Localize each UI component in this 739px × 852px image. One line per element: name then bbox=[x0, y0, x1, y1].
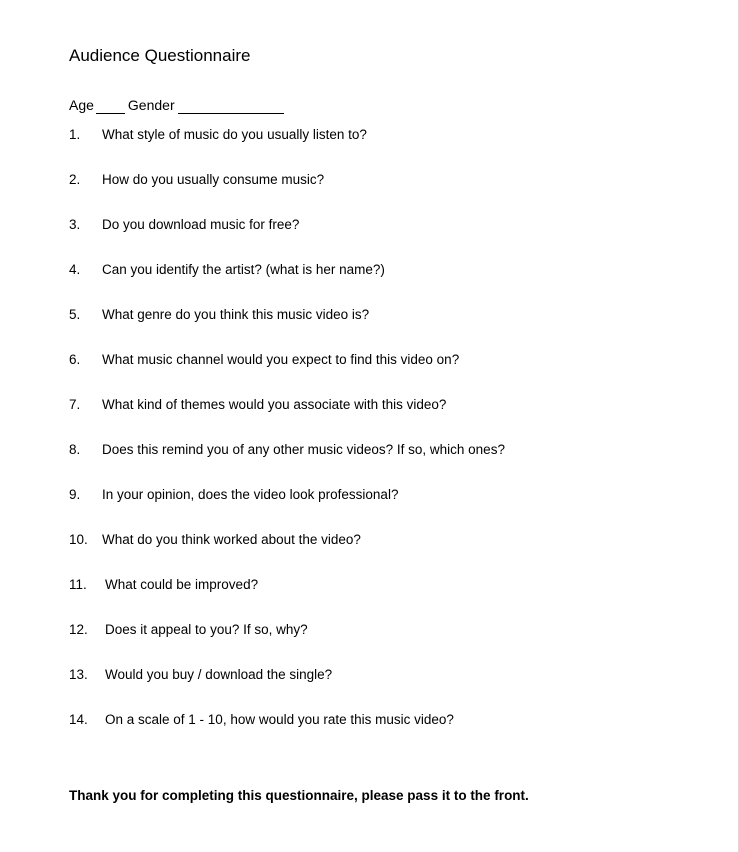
question-item bbox=[69, 216, 299, 234]
question-number: 8. bbox=[69, 442, 81, 457]
question-text: What genre do you think this music video is? bbox=[102, 307, 370, 322]
question-text: What do you think worked about the video? bbox=[102, 532, 361, 547]
question-text: In your opinion, does the video look professional? bbox=[102, 487, 399, 502]
question-text: Does this remind you of any other music videos? If so, which ones? bbox=[102, 442, 505, 457]
question-text: How do you usually consume music? bbox=[102, 172, 325, 187]
question-item bbox=[69, 441, 505, 459]
question-item bbox=[69, 666, 332, 684]
question-item bbox=[69, 171, 324, 189]
question-text: What music channel would you expect to find this video on? bbox=[102, 352, 460, 367]
question-item bbox=[69, 576, 258, 594]
gender-blank bbox=[178, 99, 284, 114]
question-text: Does it appeal to you? If so, why? bbox=[105, 622, 308, 637]
question-text: What kind of themes would you associate with this video? bbox=[102, 397, 447, 412]
age-blank bbox=[96, 99, 125, 114]
question-number: 1. bbox=[69, 127, 81, 142]
question-item bbox=[69, 351, 459, 369]
question-number: 7. bbox=[69, 397, 81, 412]
age-label: Age bbox=[69, 97, 94, 113]
question-item bbox=[69, 621, 308, 639]
question-item bbox=[69, 396, 446, 414]
question-number: 11. bbox=[69, 577, 87, 592]
question-item bbox=[69, 306, 369, 324]
question-text: On a scale of 1 - 10, how would you rate this music video? bbox=[105, 712, 454, 727]
question-number: 12. bbox=[69, 622, 88, 637]
question-number: 5. bbox=[69, 307, 81, 322]
question-number: 2. bbox=[69, 172, 81, 187]
question-number: 14. bbox=[69, 712, 88, 727]
page-title: Audience Questionnaire bbox=[69, 46, 251, 65]
question-text: What style of music do you usually listen to? bbox=[102, 127, 367, 142]
question-item bbox=[69, 531, 361, 549]
question-text: Would you buy / download the single? bbox=[105, 667, 333, 682]
question-item bbox=[69, 486, 398, 504]
question-item bbox=[69, 711, 454, 729]
question-text: Can you identify the artist? (what is her name?) bbox=[102, 262, 385, 277]
respondent-info-line bbox=[69, 97, 284, 114]
question-number: 13. bbox=[69, 667, 88, 682]
question-number: 4. bbox=[69, 262, 81, 277]
question-text: Do you download music for free? bbox=[102, 217, 300, 232]
question-number: 6. bbox=[69, 352, 81, 367]
question-number: 9. bbox=[69, 487, 81, 502]
closing-note: Thank you for completing this questionnaire, please pass it to the front. bbox=[69, 788, 529, 803]
question-number: 10. bbox=[69, 532, 88, 547]
question-item bbox=[69, 261, 385, 279]
question-number: 3. bbox=[69, 217, 81, 232]
question-item bbox=[69, 126, 367, 144]
question-text: What could be improved? bbox=[105, 577, 259, 592]
gender-label: Gender bbox=[127, 97, 175, 113]
